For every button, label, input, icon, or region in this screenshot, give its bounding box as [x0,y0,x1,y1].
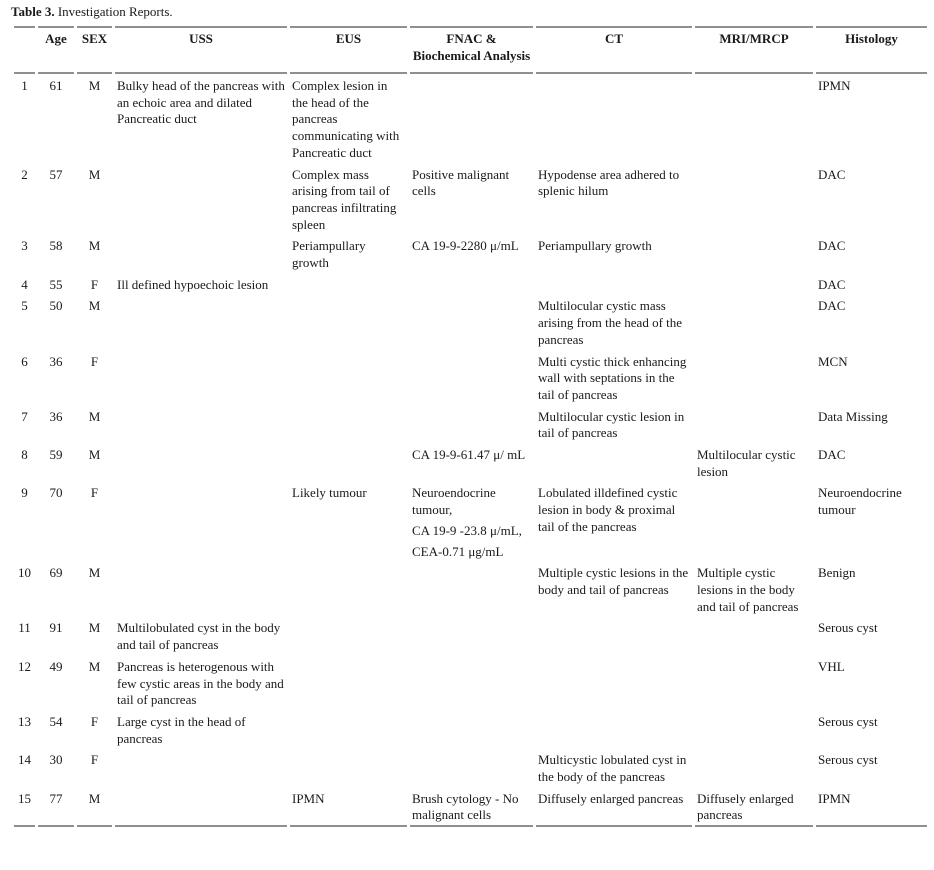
cell-age: 36 [49,353,63,369]
table-row [14,445,927,483]
cell-mri: Multiple cystic lesions in the body and tail of pancreas [697,565,799,614]
cell-uss: Ill defined hypoechoic lesion [117,276,269,292]
cell-histology: IPMN [816,789,927,827]
cell-fnac [410,275,533,297]
table-caption-label: Table 3. [11,4,55,19]
cell-eus [290,445,407,483]
cell-histology: MCN [818,353,848,369]
cell-histology: Serous cyst [818,752,878,768]
table-row [14,618,927,656]
cell-fnac [410,407,533,445]
cell-uss [115,407,287,445]
cell-eus [290,618,407,656]
table-row [14,74,927,165]
cell-eus: Likely tumour [292,485,367,501]
cell-fnac [410,74,533,165]
cell-uss [115,750,287,788]
table-row [14,750,927,788]
cell-ct: Multicystic lobulated cyst in the body of the pancreas [538,752,687,785]
cell-mri [695,275,813,297]
table-row [14,789,927,827]
cell-mri [695,750,813,788]
cell-age: 57 [49,166,63,182]
cell-no: 6 [21,353,28,369]
cell-no: 3 [21,238,28,254]
cell-sex: M [88,658,101,674]
cell-mri: Diffusely enlarged pancreas [695,789,813,827]
cell-sex: F [90,276,99,292]
cell-age: 91 [49,620,63,636]
cell-age: 50 [49,298,63,314]
cell-mri [695,483,813,563]
cell-uss: Bulky head of the pancreas with an echoic area and dilated Pancreatic duct [117,78,285,127]
cell-age: 55 [49,276,63,292]
table-caption [11,4,173,20]
cell-eus [290,275,407,297]
cell-sex: M [88,78,101,93]
cell-uss [115,352,287,407]
table-row [14,165,927,237]
cell-mri [695,74,813,165]
cell-sex: M [88,238,101,254]
cell-mri [695,618,813,656]
cell-ct: Multilocular cystic lesion in tail of pancreas [538,408,685,441]
cell-age: 77 [38,789,74,827]
cell-uss: Multilobulated cyst in the body and tail of pancreas [117,620,281,653]
cell-no: 8 [21,447,28,463]
cell-age: 54 [49,713,63,729]
cell-eus [290,563,407,618]
cell-uss [115,445,287,483]
cell-no: 9 [21,485,28,501]
cell-mri [695,352,813,407]
cell-histology: DAC [818,298,846,314]
cell-eus: Periampullary growth [292,238,366,271]
cell-mri [695,712,813,750]
cell-ct [536,275,692,297]
cell-no: 1 [21,78,28,93]
cell-fnac [410,657,533,712]
cell-ct [536,657,692,712]
cell-histology: Benign [818,565,856,581]
cell-ct: Lobulated illdefined cystic lesion in body & proximal tail of the pancreas [538,485,678,534]
cell-uss [115,236,287,274]
cell-ct: Periampullary growth [538,238,652,254]
cell-ct [536,445,692,483]
table-row [14,563,927,618]
cell-no: 7 [21,408,28,424]
cell-ct: Hypodense area adhered to splenic hilum [538,166,680,199]
header-histology: Histology [816,26,927,74]
cell-sex: M [88,447,101,463]
cell-mri [695,236,813,274]
cell-fnac [410,618,533,656]
cell-ct [536,74,692,165]
cell-fnac: CA 19-9-61.47 μ/ mL [412,447,526,463]
cell-age: 58 [49,238,63,254]
cell-sex: F [90,353,99,369]
header-ct: CT [536,26,692,74]
cell-fnac: Positive malignant cells [412,166,510,199]
table-body [14,74,927,827]
header-row [14,26,927,74]
cell-uss [115,165,287,237]
cell-sex: M [88,565,101,581]
cell-histology: DAC [818,166,846,182]
cell-histology: DAC [818,276,846,292]
cell-ct [536,618,692,656]
table-row [14,483,927,563]
cell-no: 13 [18,713,31,729]
cell-fnac-line: CEA-0.71 μg/mL [412,543,504,559]
cell-no: 2 [21,166,28,182]
cell-age: 70 [49,485,63,501]
cell-age: 61 [49,78,63,93]
cell-mri [695,165,813,237]
cell-no: 11 [18,620,31,636]
cell-fnac [410,352,533,407]
cell-no: 14 [18,752,31,768]
cell-ct: Multi cystic thick enhancing wall with septations in the tail of pancreas [538,353,687,402]
cell-sex: M [88,620,101,636]
header-uss: USS [115,26,287,74]
cell-age: 36 [49,408,63,424]
cell-fnac [410,563,533,618]
cell-no: 15 [14,789,35,827]
cell-sex: F [90,752,99,768]
header-sex: SEX [77,26,112,74]
cell-uss: Large cyst in the head of pancreas [117,713,246,746]
investigation-reports-table [11,26,930,827]
cell-fnac: CA 19-9-2280 μ/mL [412,238,519,254]
cell-mri: Multilocular cystic lesion [697,447,796,479]
cell-histology: Serous cyst [818,713,878,729]
cell-uss [115,483,287,563]
cell-histology: Neuroendocrine tumour [818,485,902,518]
cell-eus [290,712,407,750]
cell-sex: M [77,789,112,827]
table-caption-title: Investigation Reports. [54,4,173,19]
cell-age: 59 [49,447,63,463]
table-row [14,236,927,274]
cell-age: 49 [49,658,63,674]
table-row [14,657,927,712]
cell-age: 69 [49,565,63,581]
cell-no: 10 [18,565,31,581]
cell-histology: DAC [818,447,846,463]
cell-histology: DAC [818,238,846,254]
cell-eus [290,657,407,712]
cell-eus [290,352,407,407]
cell-mri [695,407,813,445]
header-mri: MRI/MRCP [695,26,813,74]
cell-fnac [410,712,533,750]
cell-ct: Multiple cystic lesions in the body and tail of pancreas [538,565,689,597]
cell-histology: Serous cyst [818,620,878,636]
cell-ct: Diffusely enlarged pancreas [536,789,692,827]
table-row [14,712,927,750]
cell-eus [290,407,407,445]
cell-sex: M [88,408,101,424]
table-row [14,275,927,297]
header-fnac: FNAC & Biochemical Analysis [410,26,533,74]
cell-uss [115,563,287,618]
cell-no: 5 [21,298,28,314]
cell-fnac [410,483,533,563]
cell-eus [290,296,407,351]
cell-age: 30 [49,752,63,768]
cell-ct: Multilocular cystic mass arising from the head of the pancreas [538,298,683,347]
cell-histology: IPMN [818,78,851,93]
cell-ct [536,712,692,750]
cell-fnac: Brush cytology - No malignant cells [410,789,533,827]
cell-uss [115,296,287,351]
cell-eus: Complex lesion in the head of the pancreas communicating with Pancreatic duct [292,78,400,160]
cell-histology: Data Missing [818,408,888,424]
cell-eus: Complex mass arising from tail of pancreas infiltrating spleen [292,166,397,232]
cell-eus [290,750,407,788]
table-row [14,407,927,445]
cell-sex: M [88,166,101,182]
cell-eus: IPMN [290,789,407,827]
cell-fnac-line: CA 19-9 -23.8 μ/mL, [412,522,522,538]
cell-mri [695,657,813,712]
cell-sex: M [88,298,101,314]
header-no [14,26,35,74]
table-row [14,352,927,407]
cell-sex: F [90,713,99,729]
cell-no: 4 [21,276,28,292]
table-row [14,296,927,351]
table-header [14,26,927,74]
cell-fnac [410,296,533,351]
cell-mri [695,296,813,351]
cell-no: 12 [18,658,31,674]
cell-sex: F [90,485,99,501]
cell-histology: VHL [818,658,845,674]
cell-uss: Pancreas is heterogenous with few cystic areas in the body and tail of pancreas [117,658,284,708]
cell-fnac-line: Neuroendocrine tumour, [412,485,496,518]
cell-uss [115,789,287,827]
header-eus: EUS [290,26,407,74]
header-age: Age [38,26,74,74]
cell-fnac [410,750,533,788]
